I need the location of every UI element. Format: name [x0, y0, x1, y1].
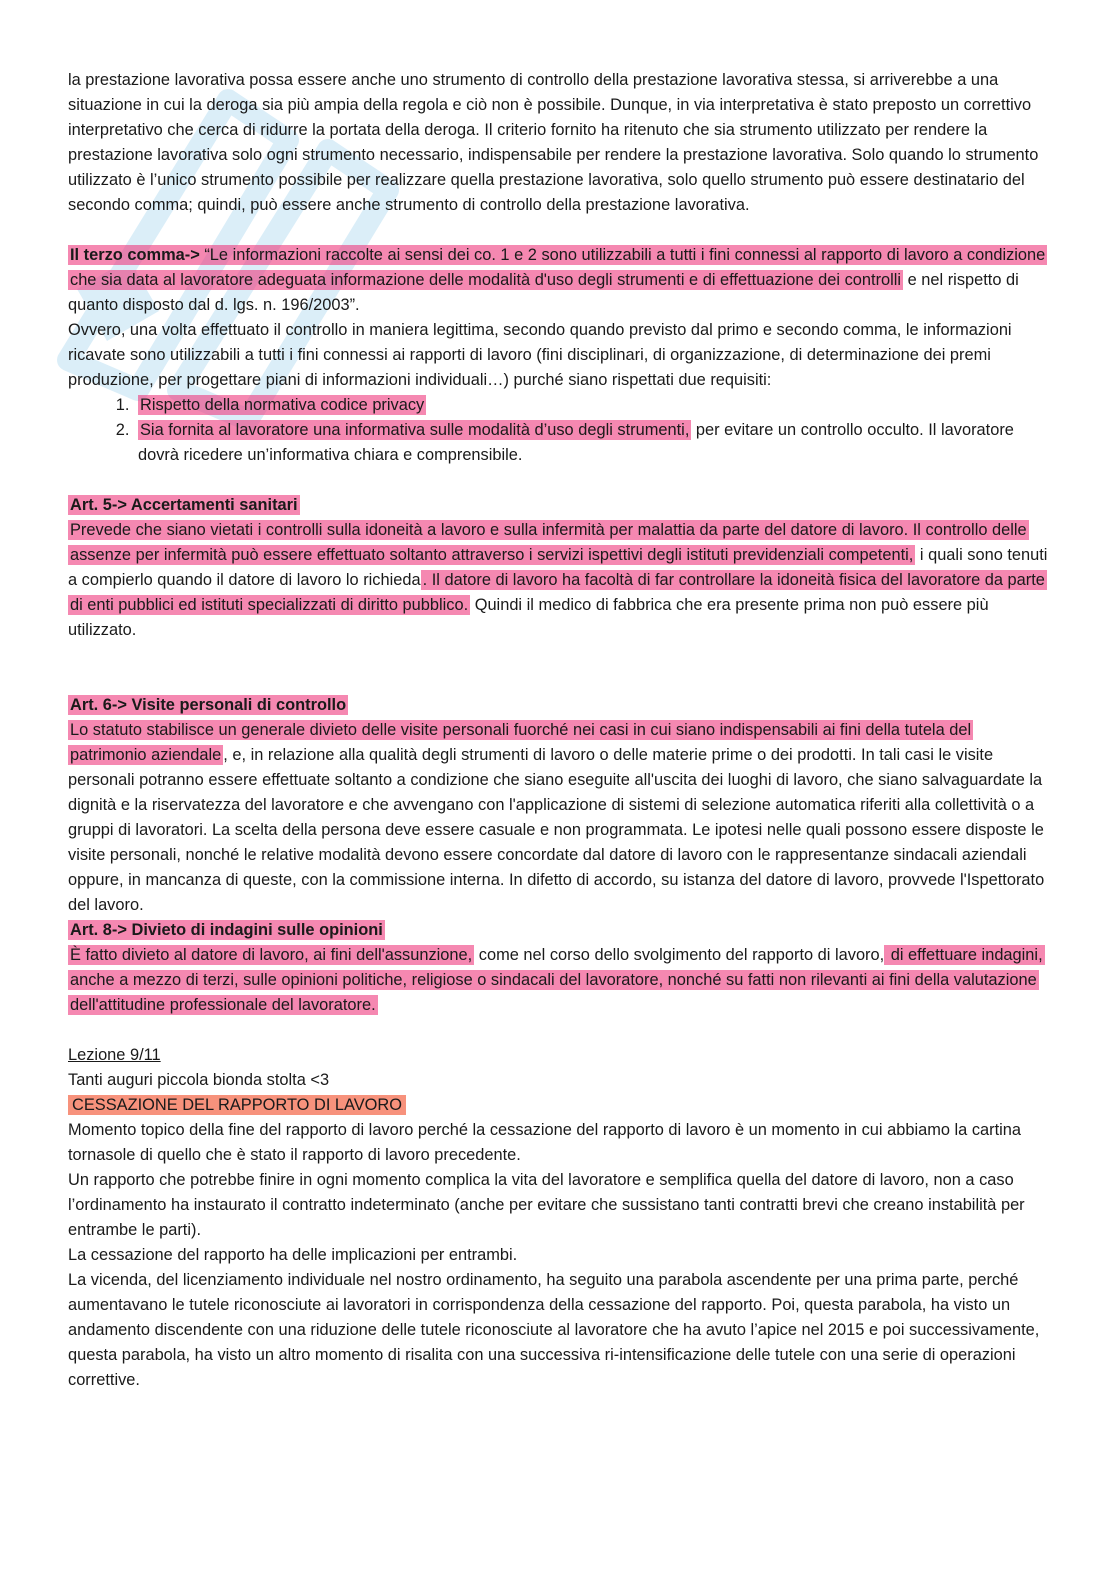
art6-title: Art. 6-> Visite personali di controllo — [70, 696, 347, 714]
cessazione-paragraph-2: Un rapporto che potrebbe finire in ogni momento complica la vita del lavoratore e semplifica quella del datore di lavoro, non a caso l’ordinamento ha instaurato il contratto indeterminato (anche per evitare che sussistano tanti contratti brevi che creano instabilità per entrambe le parti). — [68, 1171, 1025, 1239]
art6-paragraph — [68, 718, 1048, 918]
cessazione-heading-line — [68, 1093, 1048, 1118]
art5-middle: i quali sono tenuti a compierlo quando il datore di lavoro lo richieda — [68, 546, 1048, 589]
cessazione-paragraph-3: La cessazione del rapporto ha delle implicazioni per entrambi. — [68, 1246, 518, 1264]
requirement-2-rest: per evitare un controllo occulto. Il lavoratore dovrà ricedere un’informativa chiara e comprensibile. — [138, 421, 1014, 464]
art5-highlight-2: . Il datore di lavoro ha facoltà di far controllare la idoneità fisica del lavoratore da parte di enti pubblici ed istituti specializzati di diritto pubblico. — [70, 571, 1045, 614]
list-item — [134, 418, 1048, 468]
terzo-comma-quote-rest: e nel rispetto di quanto disposto dal d. lgs. n. 196/2003”. — [68, 271, 1019, 314]
terzo-comma-explain: Ovvero, una volta effettuato il controllo in maniera legittima, secondo quando previsto dal primo e secondo comma, le informazioni ricavate sono utilizzabili a tutti i fini connessi ai rapporti di lavoro (fini disciplinari, di organizzazione, di determinazione dei premi produzione, per progettare piani di informazioni individuali…) purché siano rispettati due requisiti: — [68, 321, 1012, 389]
art8-highlight-2: di effettuare indagini, anche a mezzo di terzi, sulle opinioni politiche, religiose o sindacali del lavoratore, nonché su fatti non rilevanti ai fini della valutazione dell'attitudine professionale del lavoratore. — [70, 946, 1043, 1014]
requirement-1: Rispetto della normativa codice privacy — [140, 396, 425, 414]
document-page — [68, 68, 1048, 1393]
cessazione-paragraph-4: La vicenda, del licenziamento individuale nel nostro ordinamento, ha seguito una parabola ascendente per una prima parte, perché aumentavano le tutele riconosciute ai lavoratori in corrispondenza della cessazione del rapporto. Poi, questa parabola, ha visto un andamento discendente con una riduzione delle tutele riconosciute al lavoratore che ha avuto l’apice nel 2015 e poi successivamente, questa parabola, ha visto un altro momento di risalita con una successiva ri-intensificazione delle tutele con una serie di operazioni correttive. — [68, 1271, 1040, 1389]
terzo-comma-quote: “Le informazioni raccolte ai sensi dei co. 1 e 2 sono utilizzabili a tutti i fini connessi al rapporto di lavoro a condizione che sia data al lavoratore adeguata informazione delle modalità d'uso degli strumenti e di effettuazione dei controlli — [70, 246, 1046, 289]
cessazione-paragraph-1: Momento topico della fine del rapporto di lavoro perché la cessazione del rapporto di lavoro è un momento in cui abbiamo la cartina tornasole di quello che è stato il rapporto di lavoro precedente. — [68, 1121, 1022, 1164]
lezione-date: Lezione 9/11 — [68, 1046, 161, 1064]
art6-highlight: Lo statuto stabilisce un generale divieto delle visite personali fuorché nei casi in cui siano indispensabili ai fini della tutela del patrimonio aziendale — [70, 721, 972, 764]
requirement-2-highlight: Sia fornita al lavoratore una informativa sulle modalità d’uso degli strumenti, — [140, 421, 690, 439]
cessazione-heading: CESSAZIONE DEL RAPPORTO DI LAVORO — [68, 1095, 406, 1115]
lezione-note: Tanti auguri piccola bionda stolta <3 — [68, 1071, 330, 1089]
art8-title-line — [68, 918, 1048, 943]
requirements-list — [68, 393, 1048, 468]
terzo-comma-label: Il terzo comma-> — [70, 246, 200, 264]
art8-paragraph — [68, 943, 1048, 1018]
art8-middle: come nel corso dello svolgimento del rapporto di lavoro, — [474, 946, 885, 964]
art8-highlight-1: È fatto divieto al datore di lavoro, ai fini dell'assunzione, — [70, 946, 473, 964]
art6-title-line — [68, 693, 1048, 718]
paragraph-intro: la prestazione lavorativa possa essere anche uno strumento di controllo della prestazione lavorativa stessa, si arriverebbe a una situazione in cui la deroga sia più ampia della regola e ciò non è possibile. Dunque, in via interpretativa è stato preposto un correttivo interpretativo che cerca di ridurre la portata della deroga. Il criterio fornito ha ritenuto che sia strumento utilizzato per rendere la prestazione lavorativa solo ogni strumento necessario, indispensabile per rendere la prestazione lavorativa. Solo quando lo strumento utilizzato è l’unico strumento possibile per realizzare quella prestazione lavorativa, solo quello strumento può essere destinatario del secondo comma; quindi, può essere anche strumento di controllo della prestazione lavorativa. — [68, 71, 1039, 214]
art8-title: Art. 8-> Divieto di indagini sulle opinioni — [70, 921, 383, 939]
art5-paragraph — [68, 518, 1048, 643]
art5-title-line — [68, 493, 1048, 518]
art5-rest: Quindi il medico di fabbrica che era presente prima non può essere più utilizzato. — [68, 596, 989, 639]
art5-title: Art. 5-> Accertamenti sanitari — [70, 496, 298, 514]
terzo-comma-paragraph — [68, 243, 1048, 318]
art5-highlight-1: Prevede che siano vietati i controlli sulla idoneità a lavoro e sulla infermità per malattia da parte del datore di lavoro. Il controllo delle assenze per infermità può essere effettuato soltanto attraverso i servizi ispettivi degli istituti previdenziali competenti, — [70, 521, 1027, 564]
list-item — [134, 393, 1048, 418]
art6-rest: , e, in relazione alla qualità degli strumenti di lavoro o delle materie prime o dei prodotti. In tali casi le visite personali potranno essere effettuate soltanto a condizione che siano eseguite all'uscita dei luoghi di lavoro, che siano salvaguardate la dignità e la riservatezza del lavoratore e che avvengano con l'applicazione di sistemi di selezione automatica riferiti alla collettività o a gruppi di lavoratori. La scelta della persona deve essere casuale e non programmata. Le ipotesi nelle quali possono essere disposte le visite personali, nonché le relative modalità devono essere concordate dal datore di lavoro con le rappresentanze sindacali aziendali oppure, in mancanza di queste, con la commissione interna. In difetto di accordo, su istanza del datore di lavoro, provvede l'Ispettorato del lavoro. — [68, 746, 1045, 914]
